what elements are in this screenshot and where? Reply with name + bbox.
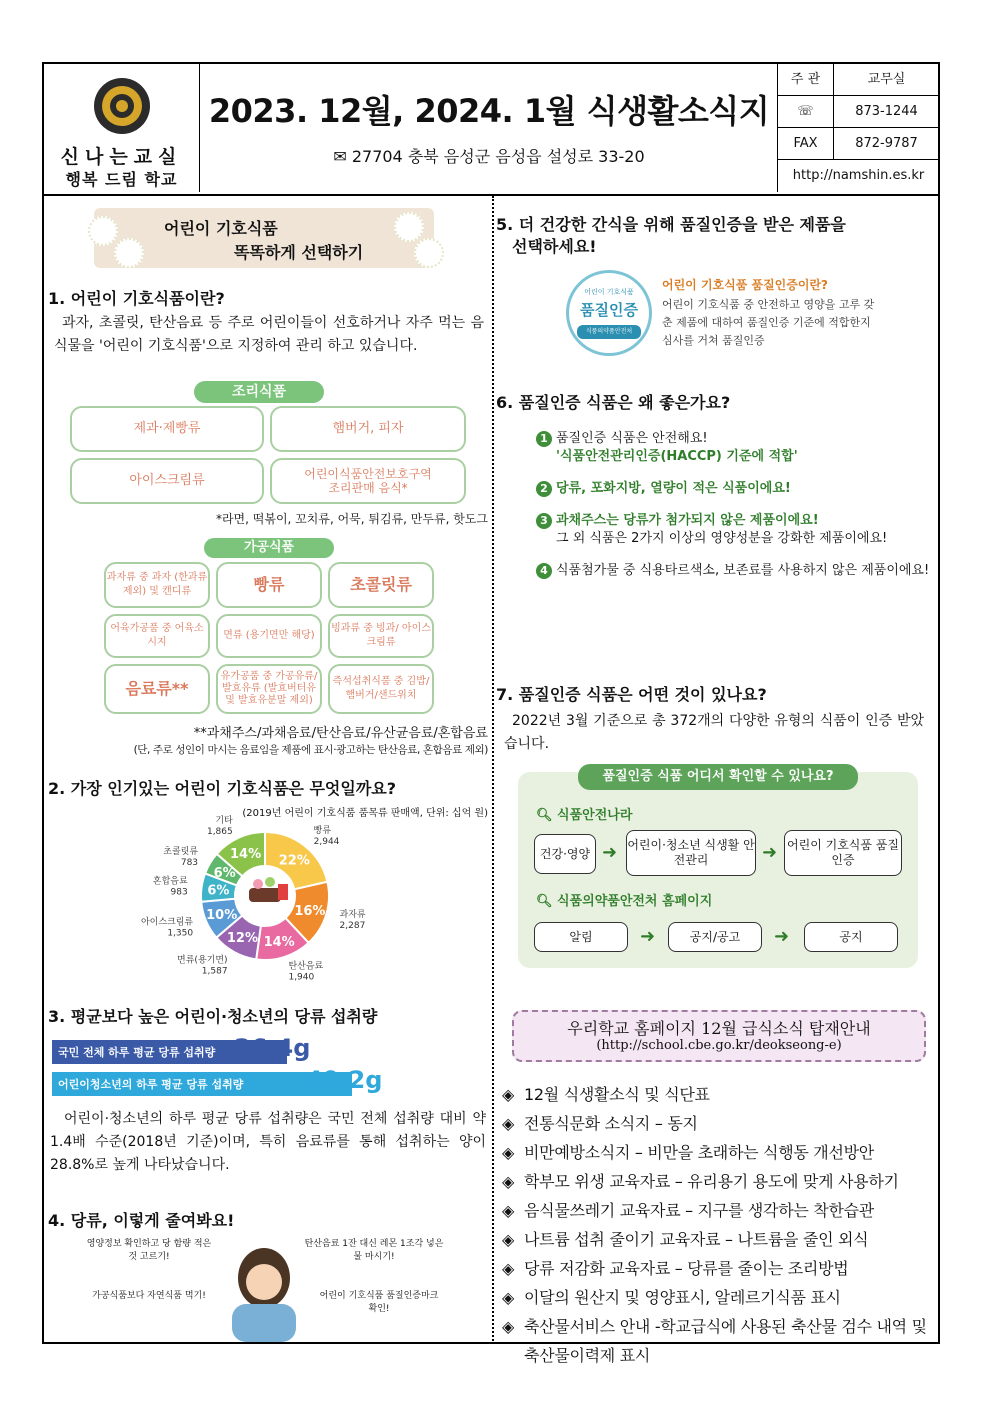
section5-heading: 5. 더 건강한 간식을 위해 품질인증을 받은 제품을 — [496, 215, 846, 234]
processed-title: 가공식품 — [204, 538, 334, 558]
benefit-item: 1 품질인증 식품은 안전해요! — [536, 430, 936, 448]
benefit-item-detail: 그 외 식품은 2가지 이상의 영양성분을 강화한 제품이에요! — [556, 531, 888, 546]
contact-row: 주 관 교무실 — [778, 64, 939, 96]
tip: 영양정보 확인하고 당 함량 적은 것 고르기! — [86, 1239, 212, 1262]
newsletter-frame — [42, 62, 940, 1365]
right-column — [496, 196, 938, 1365]
pie-category-label: 혼합음료 — [152, 876, 188, 887]
pie-category-label: 면류(용기면) — [177, 955, 228, 966]
cooked-title: 조리식품 — [194, 381, 324, 403]
pie-category-label: 아이스크림류 — [140, 917, 194, 928]
section1-heading: 1. 어린이 기호식품이란? — [48, 289, 225, 308]
number-3-icon: 3 — [536, 513, 552, 529]
arrow-right-icon: ➜ — [640, 926, 656, 947]
site2-step: 알림 — [534, 922, 628, 952]
diamond-bullet-icon: ◈ — [502, 1114, 515, 1133]
notice-url[interactable]: (http://school.cbe.go.kr/deokseong-e) — [596, 1038, 842, 1053]
pie-chart — [44, 815, 490, 983]
arrow-right-icon: ➜ — [774, 926, 790, 947]
notice-list-item: ◈ 축산물서비스 안내 -학교급식에 사용된 축산물 검수 내역 및 축산물이력제 표시 — [502, 1312, 936, 1370]
notice-list — [502, 1080, 936, 1370]
processed-note2: (단, 주로 성인이 마시는 음료임을 제품에 표시·광고하는 탄산음료, 혼합음료 제외) — [133, 744, 488, 756]
tip: 가공식품보다 자연식품 먹기! — [92, 1291, 206, 1301]
pie-category-label: 탄산음료 — [288, 961, 324, 972]
number-1-icon: 1 — [536, 431, 552, 447]
school-url[interactable]: http://namshin.es.kr — [792, 168, 925, 183]
contact-row: FAX 872-9787 — [778, 128, 939, 160]
cert-lookup-box — [518, 769, 918, 968]
site1-step: 어린이·청소년 식생활 안전관리 — [626, 830, 756, 876]
school-name: 신나는교실 — [60, 146, 183, 168]
notice-list-item: ◈ 비만예방소식지 – 비만을 초래하는 식행동 개선방안 — [502, 1138, 936, 1167]
left-column — [44, 196, 490, 1344]
notice-list-item: ◈ 학부모 위생 교육자료 – 유리용기 용도에 맞게 사용하기 — [502, 1167, 936, 1196]
notice-list-item: ◈ 12월 식생활소식 및 식단표 — [502, 1080, 936, 1109]
pie-percent-label: 10% — [206, 908, 238, 924]
chart-center-icon — [239, 870, 291, 922]
section7-body: 2022년 3월 기준으로 총 372개의 다양한 유형의 식품이 인증 받았습니다. — [504, 713, 924, 752]
pie-percent-label: 16% — [294, 903, 326, 919]
pie-category-label: 초콜릿류 — [163, 846, 199, 857]
cooked-item: 아이스크림류 — [70, 458, 264, 504]
section-banner — [94, 208, 434, 268]
benefit-item-detail: '식품안전관리인증(HACCP) 기준에 적합' — [556, 449, 798, 464]
bar1-value: 36.4g — [234, 1034, 311, 1062]
cert-lookup-title: 품질인증 식품 어디서 확인할 수 있나요? — [578, 764, 858, 790]
flower-icon — [414, 238, 444, 268]
benefit-item: 4 식품첨가물 중 식용타르색소, 보존료를 사용하지 않은 제품이에요! — [536, 562, 936, 580]
cooked-item: 햄버거, 피자 — [270, 406, 466, 452]
pie-category-label: 과자류 — [339, 909, 366, 920]
processed-item: 초콜릿류 — [328, 562, 434, 608]
section1-body: 과자, 초콜릿, 탄산음료 등 주로 어린이들이 선호하거나 자주 먹는 음식물을 '어린이 기호식품'으로 지정하여 관리 하고 있습니다. — [54, 315, 484, 354]
pie-percent-label: 14% — [229, 847, 262, 863]
certification-badge-icon: 어린이 기호식품 품질인증 식품의약품안전처 — [566, 270, 652, 356]
banner-line2: 똑똑하게 선택하기 — [234, 243, 364, 262]
diamond-bullet-icon: ◈ — [502, 1230, 515, 1249]
diamond-bullet-icon: ◈ — [502, 1317, 515, 1336]
diamond-bullet-icon: ◈ — [502, 1172, 515, 1191]
diamond-bullet-icon: ◈ — [502, 1288, 515, 1307]
processed-note1: **과채주스/과채음료/탄산음료/유산균음료/혼합음료 — [193, 726, 488, 741]
contact-table — [777, 64, 939, 192]
pie-value-label: 1,587 — [201, 966, 228, 977]
school-emblem-icon — [92, 76, 152, 136]
notice-list-item: ◈ 당류 저감화 교육자료 – 당류를 줄이는 조리방법 — [502, 1254, 936, 1283]
pie-category-label: 기타 — [215, 815, 233, 826]
notice-list-item: ◈ 음식물쓰레기 교육자료 – 지구를 생각하는 착한습관 — [502, 1196, 936, 1225]
notice-list-item: ◈ 나트륨 섭취 줄이기 교육자료 – 나트륨을 줄인 외식 — [502, 1225, 936, 1254]
bar1-label: 국민 전체 하루 평균 당류 섭취량 — [58, 1046, 216, 1059]
search-icon: 🔍︎ — [536, 808, 558, 823]
processed-item: 빵류 — [216, 562, 322, 608]
pie-value-label: 983 — [170, 887, 188, 898]
pie-value-label: 2,944 — [313, 837, 340, 848]
cooked-item: 어린이식품안전보호구역 조리판매 음식* — [270, 458, 466, 504]
cert-question: 어린이 기호식품 품질인증이란? — [662, 278, 829, 292]
flower-icon — [394, 212, 424, 242]
bar2-value: 49.2g — [306, 1066, 383, 1094]
processed-item: 어육가공품 중 어육소시지 — [104, 614, 210, 658]
processed-item: 면류 (용기면만 해당) — [216, 614, 322, 658]
pie-value-label: 783 — [180, 857, 199, 868]
cooked-note: *라면, 떡볶이, 꼬치류, 어묵, 튀김류, 만두류, 핫도그 — [215, 512, 488, 526]
processed-item: 음료류** — [104, 664, 210, 714]
pie-percent-label: 22% — [278, 853, 310, 869]
arrow-right-icon: ➜ — [602, 842, 618, 863]
bar2-label: 어린이청소년의 하루 평균 당류 섭취량 — [58, 1078, 244, 1091]
address: ✉ 27704 충북 음성군 음성읍 설성로 33-20 — [333, 147, 645, 166]
section7-heading: 7. 품질인증 식품은 어떤 것이 있나요? — [496, 685, 767, 704]
cooked-item: 제과·제빵류 — [70, 406, 264, 452]
pie-value-label: 1,940 — [288, 972, 315, 983]
header — [44, 64, 938, 196]
diamond-bullet-icon: ◈ — [502, 1085, 515, 1104]
processed-item: 유가공품 중 가공유류/발효유류 (발효버터유 및 발효유분말 제외) — [216, 664, 322, 714]
pie-value-label: 2,287 — [339, 920, 366, 931]
diamond-bullet-icon: ◈ — [502, 1143, 515, 1162]
pie-percent-label: 6% — [213, 865, 236, 881]
section2-heading: 2. 가장 인기있는 어린이 기호식품은 무엇일까요? — [48, 779, 397, 798]
pie-category-label: 빵류 — [313, 826, 332, 837]
pie-percent-label: 12% — [226, 931, 258, 947]
processed-item: 과자류 중 과자 (한과류 제외) 및 캔디류 — [104, 562, 210, 608]
school-slogan: 행복 드림 학교 — [65, 170, 178, 189]
pie-percent-label: 14% — [263, 934, 295, 950]
benefit-item: 3 과채주스는 당류가 첨가되지 않은 제품이에요! — [536, 512, 936, 530]
notice-list-item: ◈ 이달의 원산지 및 영양표시, 알레르기식품 표시 — [502, 1283, 936, 1312]
cert-description: 어린이 기호식품 중 안전하고 영양을 고루 갖춘 제품에 대하여 품질인증 기준에 적합한지 심사를 거쳐 품질인증 — [662, 298, 875, 347]
tip: 탄산음료 1잔 대신 레몬 1조각 넣은 물 마시기! — [304, 1239, 444, 1262]
diamond-bullet-icon: ◈ — [502, 1201, 515, 1220]
contact-row: ☏ 873-1244 — [778, 96, 939, 128]
search-icon: 🔍︎ — [536, 894, 558, 909]
site1-step: 건강·영양 — [534, 834, 596, 874]
school-logo-box — [44, 64, 200, 192]
pie-percent-label: 6% — [207, 883, 230, 899]
section5-heading2: 선택하세요! — [512, 237, 597, 256]
number-2-icon: 2 — [536, 481, 552, 497]
pie-value-label: 1,865 — [206, 826, 233, 837]
tip: 어린이 기호식품 품질인증마크 확인! — [319, 1291, 439, 1314]
notice-list-item: ◈ 전통식문화 소식지 – 동지 — [502, 1109, 936, 1138]
flower-icon — [88, 216, 118, 246]
section3-body: 어린이·청소년의 하루 평균 당류 섭취량은 국민 전체 섭취량 대비 약 1.4배 수준(2018년 기준)이며, 특히 음료류를 통해 섭취하는 양이 28.8%로 높게 나타났습니다. — [50, 1111, 486, 1173]
section2-note: (2019년 어린이 기호식품 품목류 판매액, 단위: 십억 원) — [242, 808, 488, 819]
flower-icon — [114, 238, 144, 268]
banner-line1: 어린이 기호식품 — [164, 219, 278, 238]
processed-item: 빙과류 중 빙과/ 아이스크림류 — [328, 614, 434, 658]
benefit-item: 2 당류, 포화지방, 열량이 적은 식품이에요! — [536, 480, 936, 498]
child-illustration-icon — [204, 1242, 324, 1342]
site2-step: 공지/공고 — [668, 922, 762, 952]
site1-step: 어린이 기호식품 품질인증 — [784, 830, 902, 876]
section6-heading: 6. 품질인증 식품은 왜 좋은가요? — [496, 393, 731, 412]
benefit-list — [536, 430, 936, 580]
site2-step: 공지 — [804, 922, 898, 952]
site2-title: 🔍︎ 식품의약품안전처 홈페이지 — [536, 894, 713, 909]
section4-heading: 4. 당류, 이렇게 줄여봐요! — [48, 1211, 235, 1230]
pie-value-label: 1,350 — [167, 928, 194, 939]
processed-item: 즉석섭취식품 중 김밥/햄버거/샌드위치 — [328, 664, 434, 714]
postal-icon: ✉ — [333, 147, 352, 166]
number-4-icon: 4 — [536, 563, 552, 579]
column-divider — [492, 196, 494, 1344]
section3-heading: 3. 평균보다 높은 어린이·청소년의 당류 섭취량 — [48, 1007, 378, 1026]
diamond-bullet-icon: ◈ — [502, 1259, 515, 1278]
notice-box — [512, 1010, 926, 1062]
notice-title: 우리학교 홈페이지 12월 급식소식 탑재안내 — [567, 1019, 871, 1038]
arrow-right-icon: ➜ — [762, 842, 778, 863]
page-title: 2023. 12월, 2024. 1월 식생활소식지 — [208, 92, 770, 130]
site1-title: 🔍︎ 식품안전나라 — [536, 808, 633, 823]
